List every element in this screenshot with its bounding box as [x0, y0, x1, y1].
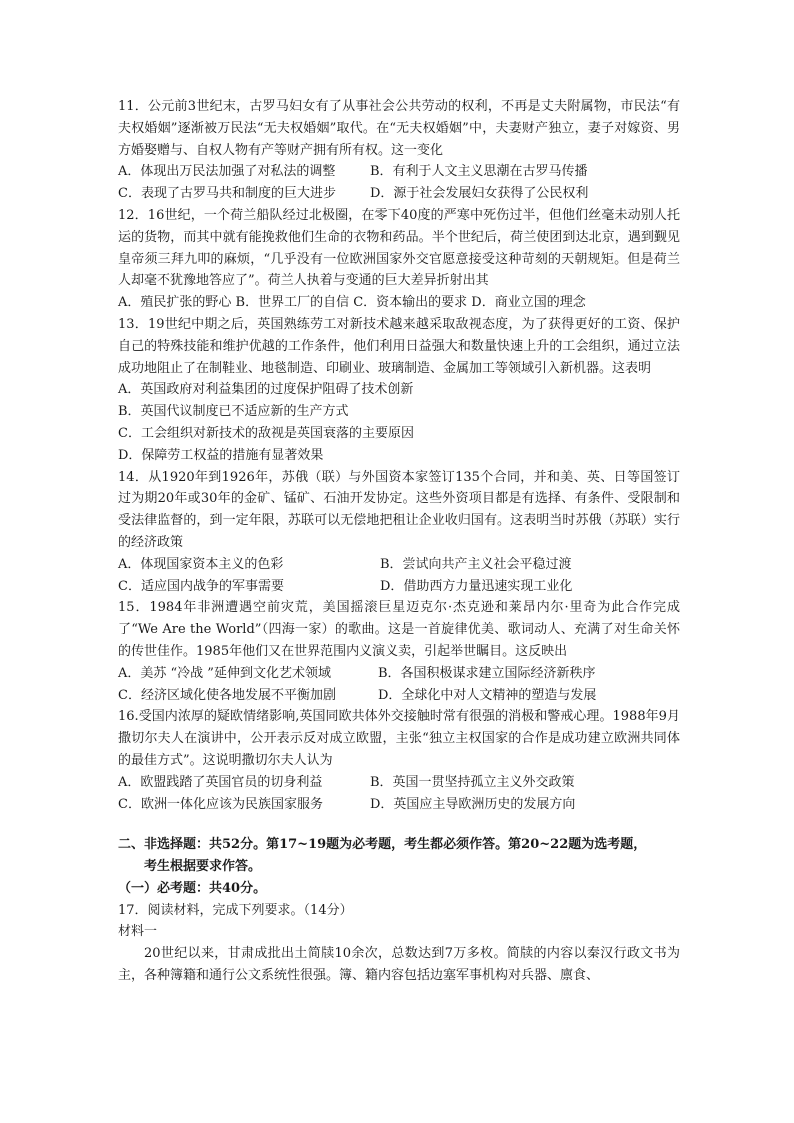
question-stem: 15．1984年非洲遭遇空前灾荒，美国摇滚巨星迈克尔·杰克逊和莱昂内尔·里奇为此合作完成了“We Are the World”（四海一家）的歌曲。这是一首旋律优美、歌词动人、充满了对生命关怀的传世佳作。1985年他们又在世界范围内义演义卖，引起举世瞩目。这反映出: [118, 600, 680, 659]
question-stem: 12．16世纪，一个荷兰船队经过北极圈，在零下40度的严寒中死伤过半，但他们丝毫未动别人托运的货物，而其中就有能挽救他们生命的衣物和药品。半个世纪后，荷兰使团到达北京，遇到觐见皇帝须三拜九叩的麻烦，“几乎没有一位欧洲国家外交官愿意接受这种苛刻的天朝规矩。但是荷兰人却毫不犹豫地答应了”。荷兰人执着与变通的巨大差异折射出其: [118, 207, 680, 289]
option-a: A．欧盟践踏了英国官员的切身利益: [118, 774, 323, 790]
section-heading-line2: 考生根据要求作答。: [144, 859, 262, 875]
question-15: [118, 597, 680, 706]
option-c: C．适应国内战争的军事需要: [118, 578, 284, 594]
question-11: [118, 96, 680, 205]
material-text: 20世纪以来，甘肃成批出土简牍10余次，总数达到7万多枚。简牍的内容以秦汉行政文书为主，各种簿籍和通行公文系统性很强。簿、籍内容包括边塞军事机构对兵器、廪食、: [118, 946, 680, 984]
option-a: A．体现出万民法加强了对私法的调整: [118, 164, 336, 180]
question-stem: 16.受国内浓厚的疑欧情绪影响,英国同欧共体外交接触时常有很强的消极和警戒心理。1988年9月撒切尔夫人在演讲中，公开表示反对成立欧盟，主张“独立主权国家的合作是成功建立欧洲共同体的最佳方式”。这说明撒切尔夫人认为: [118, 709, 680, 768]
option-c: C．欧洲一体化应该为民族国家服务: [118, 796, 323, 812]
sub-heading: （一）必考题：共40分。: [118, 880, 267, 896]
option-b: B．有利于人文主义思潮在古罗马传播: [370, 164, 588, 180]
question-12: [118, 205, 680, 314]
question-17-intro: 17．阅读材料，完成下列要求。（14分）: [118, 902, 353, 918]
option-b: B．尝试向共产主义社会平稳过渡: [380, 556, 572, 572]
option-d: D．源于社会发展妇女获得了公民权利: [370, 186, 589, 202]
question-14: [118, 467, 680, 598]
option-b: B．英国一贯坚持孤立主义外交政策: [370, 774, 575, 790]
option-a: A．英国政府对利益集团的过度保护阻碍了技术创新: [118, 382, 414, 398]
question-stem: 14．从1920年到1926年，苏俄（联）与外国资本家签订135个合同，并和美、英、日等国签订过为期20年或30年的金矿、锰矿、石油开发协定。这些外资项目都是有选择、有条件、受限制和受法律监督的，到一定年限，苏联可以无偿地把租让企业收归国有。这表明当时苏俄（苏联）实行的经济政策: [118, 469, 680, 550]
option-c: C．经济区域化使各地发展不平衡加剧: [118, 687, 336, 703]
option-c: C．工会组织对新技术的敌视是英国衰落的主要原因: [118, 425, 414, 441]
question-stem: 11．公元前3世纪末，古罗马妇女有了从事社会公共劳动的权利，不再是丈夫附属物，市民法“有夫权婚姻”逐渐被万民法“无夫权婚姻”取代。在“无夫权婚姻”中，夫妻财产独立，妻子对嫁资、男方婚娶赠与、自权人物有产等财产拥有所有权。这一变化: [118, 99, 680, 158]
question-13: [118, 314, 680, 467]
option-b: B．英国代议制度已不适应新的生产方式: [118, 404, 349, 420]
options-line: A．殖民扩张的野心 B．世界工厂的自信 C．资本输出的要求 D．商业立国的理念: [118, 295, 586, 311]
option-d: D．借助西方力量迅速实现工业化: [380, 578, 573, 594]
option-a: A．体现国家资本主义的色彩: [118, 556, 284, 572]
section-heading: [118, 834, 680, 878]
material-label: 材料一: [118, 924, 158, 940]
option-d: D．保障劳工权益的措施有显著效果: [118, 447, 324, 463]
option-d: D．英国应主导欧洲历史的发展方向: [370, 796, 576, 812]
section-heading-line1: 二、非选择题：共52分。第17~19题为必考题，考生都必须作答。第20~22题为选考题，: [118, 837, 647, 853]
question-16: [118, 706, 680, 815]
option-a: A．美苏 “冷战 ”延伸到文化艺术领域: [118, 665, 331, 681]
option-b: B．各国积极谋求建立国际经济新秩序: [378, 665, 596, 681]
option-c: C．表现了古罗马共和制度的巨大进步: [118, 186, 336, 202]
option-d: D．全球化中对人文精神的塑造与发展: [378, 687, 597, 703]
question-stem: 13．19世纪中期之后，英国熟练劳工对新技术越来越采取敌视态度，为了获得更好的工资、保护自己的特殊技能和维护优越的工作条件，他们利用日益强大和数量快速上升的工会组织，通过立法成功地阻止了在制鞋业、地毯制造、印刷业、玻璃制造、金属加工等领域引入新机器。这表明: [118, 316, 680, 376]
exam-page: [118, 96, 680, 987]
